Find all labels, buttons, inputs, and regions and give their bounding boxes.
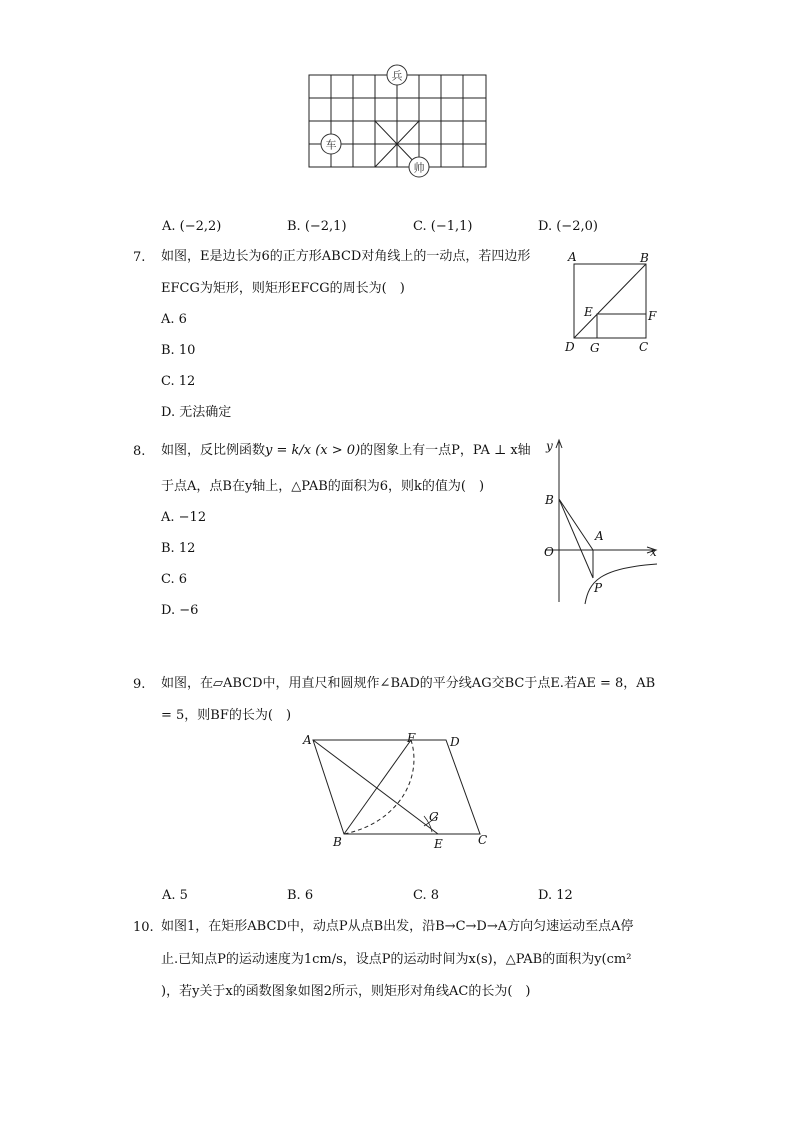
- svg-text:车: 车: [325, 138, 337, 152]
- q9-label-c: C: [478, 833, 488, 847]
- q10-stem-line2: 止.已知点P的运动速度为1cm/s，设点P的运动时间为x(s)，△PAB的面积为y(cm²: [161, 952, 632, 967]
- q10-stem-line1: 如图1，在矩形ABCD中，动点P从点B出发，沿B→C→D→A方向匀速运动至点A停: [161, 919, 634, 934]
- q8-formula: y = k/x (x > 0): [265, 443, 361, 458]
- q9-option-c: C. 8: [413, 888, 440, 903]
- q7-stem-line1: 如图，E是边长为6的正方形ABCD对角线上的一动点，若四边形: [161, 249, 531, 264]
- q7-label-b: B: [640, 251, 649, 265]
- q7-label-a: A: [568, 250, 577, 264]
- q9-label-d: D: [450, 735, 460, 749]
- q7-number: 7.: [133, 250, 146, 265]
- q9-stem-line2: = 5，则BF的长为( ): [161, 708, 292, 723]
- q8-option-d: D. −6: [161, 603, 199, 618]
- q7-label-g: G: [590, 341, 600, 355]
- q7-label-c: C: [639, 340, 649, 354]
- q9-stem-line1: 如图，在▱ABCD中，用直尺和圆规作∠BAD的平分线AG交BC于点E.若AE = 8，AB: [161, 676, 656, 691]
- q7-option-d: D. 无法确定: [161, 405, 232, 420]
- q6-option-c: C. (−1,1): [413, 219, 473, 234]
- q8-label-p: P: [594, 581, 603, 595]
- svg-text:兵: 兵: [391, 69, 403, 83]
- q7-label-d: D: [565, 340, 575, 354]
- piece-shuai: [409, 157, 429, 177]
- q8-label-a: A: [595, 529, 604, 543]
- q10-stem-line3: )，若y关于x的函数图象如图2所示，则矩形对角线AC的长为( ): [161, 984, 531, 999]
- q8-number: 8.: [133, 444, 146, 459]
- q8-label-y: y: [546, 439, 553, 453]
- q8-stem-line1: [161, 443, 531, 459]
- q8-option-c: C. 6: [161, 572, 188, 587]
- q8-stem-part1: 如图，反比例函数: [161, 443, 266, 458]
- q6-option-b: B. (−2,1): [287, 219, 347, 234]
- q8-stem-line2: 于点A，点B在y轴上，△PAB的面积为6，则k的值为( ): [161, 479, 485, 494]
- q9-label-g: G: [429, 810, 439, 824]
- q8-hyperbola-figure: [535, 432, 665, 612]
- q9-label-f: F: [407, 731, 416, 745]
- q6-option-d: D. (−2,0): [538, 219, 598, 234]
- q7-option-c: C. 12: [161, 374, 196, 389]
- q8-label-x: x: [650, 545, 657, 559]
- q9-parallelogram-figure: [298, 728, 498, 854]
- svg-text:帅: 帅: [413, 161, 425, 175]
- q9-number: 9.: [133, 677, 146, 692]
- q7-stem-line2: EFCG为矩形，则矩形EFCG的周长为( ): [161, 281, 405, 296]
- q10-number: 10.: [133, 920, 154, 935]
- chessboard-figure: [300, 60, 500, 180]
- q8-stem-part2: 的图象上有一点P，PA ⊥ x轴: [360, 443, 531, 458]
- q6-option-a: A. (−2,2): [162, 219, 222, 234]
- q8-option-a: A. −12: [161, 510, 207, 525]
- q7-label-f: F: [648, 309, 657, 323]
- q8-option-b: B. 12: [161, 541, 196, 556]
- q9-label-e: E: [434, 837, 443, 851]
- q9-option-d: D. 12: [538, 888, 573, 903]
- piece-che: [321, 134, 341, 154]
- q8-label-b: B: [545, 493, 554, 507]
- q7-option-b: B. 10: [161, 343, 196, 358]
- q7-label-e: E: [584, 305, 593, 319]
- q9-option-a: A. 5: [162, 888, 188, 903]
- q8-label-o: O: [544, 545, 554, 559]
- q9-option-b: B. 6: [287, 888, 314, 903]
- q9-label-a: A: [303, 733, 312, 747]
- q7-square-figure: [560, 248, 670, 358]
- piece-bing: [387, 65, 407, 85]
- q7-option-a: A. 6: [161, 312, 187, 327]
- q9-label-b: B: [333, 835, 342, 849]
